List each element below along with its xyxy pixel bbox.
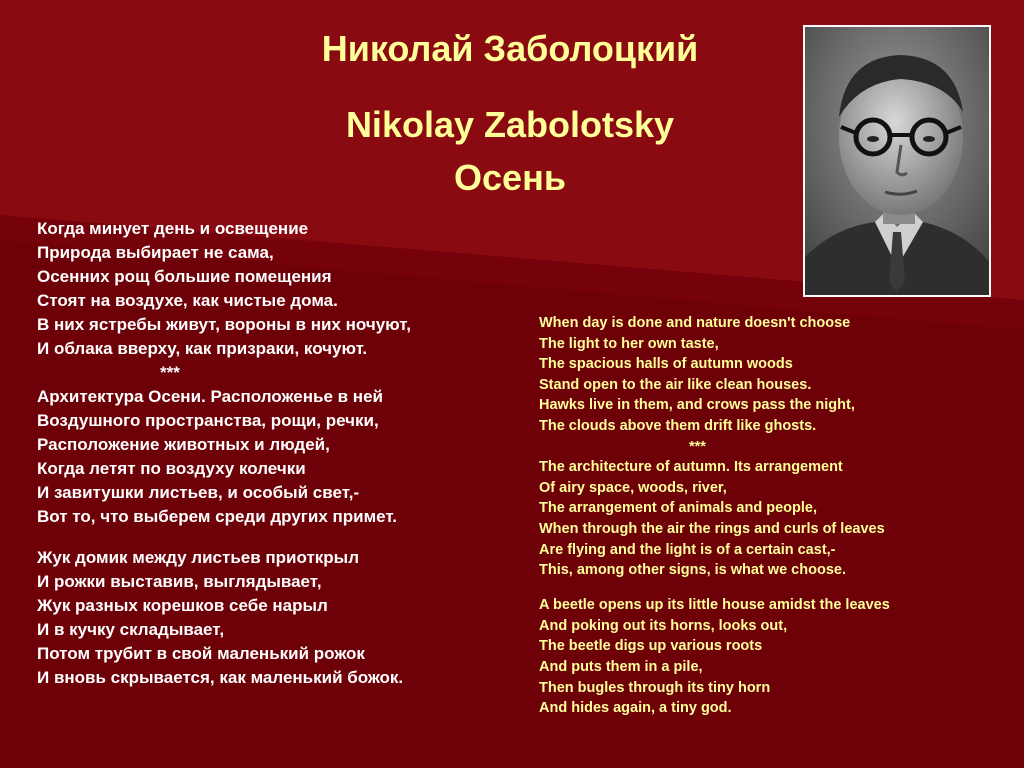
poem-en-line: The architecture of autumn. Its arrangement bbox=[539, 459, 843, 476]
poem-ru-line: В них ястребы живут, вороны в них ночуют, bbox=[37, 315, 412, 334]
poem-en-line: When through the air the rings and curls of leaves bbox=[539, 520, 885, 537]
poem-ru-line: И облака вверху, как призраки, кочуют. bbox=[37, 339, 368, 358]
poem-ru-line: Потом трубит в свой маленький рожок bbox=[37, 644, 365, 663]
poem-title: Осень bbox=[454, 157, 566, 198]
poem-ru-line: Воздушного пространства, рощи, речки, bbox=[37, 411, 379, 430]
poem-en-line: Then bugles through its tiny horn bbox=[539, 679, 771, 696]
poem-en-line: The spacious halls of autumn woods bbox=[539, 356, 793, 373]
poem-en-line: And poking out its horns, looks out, bbox=[539, 617, 788, 634]
poem-en-line: This, among other signs, is what we choose. bbox=[539, 562, 846, 579]
poem-ru-line: Жук разных корешков себе нарыл bbox=[37, 596, 328, 615]
poem-ru-line: Когда минует день и освещение bbox=[37, 219, 309, 238]
poem-ru-line: Осенних рощ большие помещения bbox=[37, 267, 332, 286]
poem-english bbox=[539, 313, 890, 719]
poem-en-line: When day is done and nature doesn't choose bbox=[539, 315, 851, 331]
poem-ru-line: Природа выбирает не сама, bbox=[37, 243, 274, 262]
poem-en-line: Stand open to the air like clean houses. bbox=[539, 376, 812, 393]
poem-en-line: Of airy space, woods, river, bbox=[539, 479, 727, 496]
author-portrait bbox=[803, 25, 991, 297]
poem-ru-line: Вот то, что выберем среди других примет. bbox=[37, 507, 397, 526]
poem-russian bbox=[37, 217, 411, 690]
poem-ru-line: И вновь скрывается, как маленький божок. bbox=[37, 668, 404, 687]
poem-en-line: The arrangement of animals and people, bbox=[539, 500, 817, 517]
poem-ru-blank-line bbox=[37, 529, 411, 546]
poem-ru-line: Когда летят по воздуху колечки bbox=[37, 459, 306, 478]
author-name-english: Nikolay Zabolotsky bbox=[345, 104, 675, 145]
poem-ru-line: И в кучку складывает, bbox=[37, 620, 225, 639]
poem-en-line: And puts them in a pile, bbox=[539, 659, 703, 675]
poem-en-line: Are flying and the light is of a certain cast,- bbox=[539, 541, 836, 558]
poem-en-line: A beetle opens up its little house amidst the leaves bbox=[539, 597, 890, 614]
poem-en-stanza-separator: *** bbox=[689, 438, 706, 455]
portrait-photo-icon bbox=[805, 27, 989, 295]
poem-ru-line: Архитектура Осени. Расположенье в ней bbox=[37, 387, 383, 406]
poem-en-blank-line bbox=[539, 581, 890, 596]
poem-en-line: The beetle digs up various roots bbox=[539, 638, 763, 655]
poem-ru-line: Жук домик между листьев приоткрыл bbox=[37, 548, 360, 567]
poem-ru-line: И завитушки листьев, и особый свет,- bbox=[37, 483, 360, 502]
poem-ru-line: Стоят на воздухе, как чистые дома. bbox=[37, 291, 338, 310]
author-name-russian: Николай Заболоцкий bbox=[321, 28, 699, 69]
poem-ru-line: И рожки выставив, выглядывает, bbox=[37, 572, 322, 591]
poem-en-line: Hawks live in them, and crows pass the night, bbox=[539, 397, 855, 414]
poem-en-line: And hides again, a tiny god. bbox=[539, 700, 732, 717]
poem-ru-line: Расположение животных и людей, bbox=[37, 435, 330, 454]
poem-en-line: The light to her own taste, bbox=[539, 335, 719, 352]
poem-ru-stanza-separator: *** bbox=[160, 363, 180, 382]
poem-en-line: The clouds above them drift like ghosts. bbox=[539, 417, 817, 434]
